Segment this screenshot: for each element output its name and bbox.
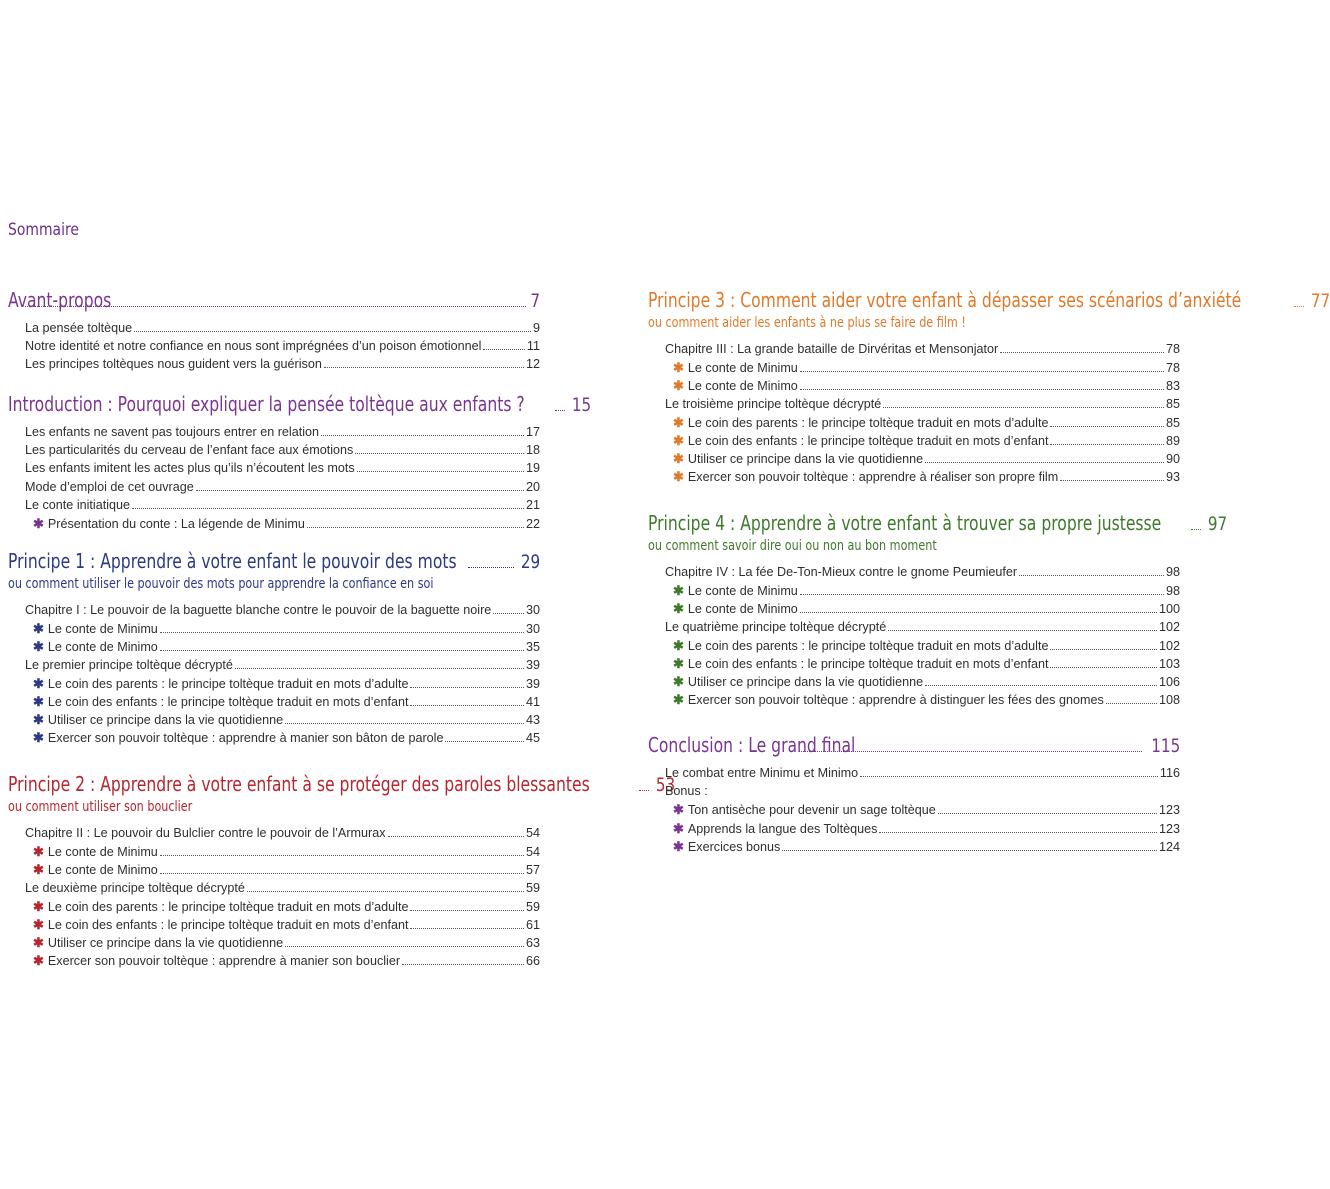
entry-page-number: 17 [525, 425, 540, 439]
dot-leader [1294, 306, 1304, 307]
entry-title: Les principes toltèques nous guident vers la guérison [25, 357, 322, 372]
entry-page-number: 85 [1165, 396, 1180, 411]
dot-leader [860, 776, 1158, 777]
dot-leader [402, 964, 524, 965]
entry-page-number: 19 [525, 461, 540, 476]
entry-page-number: 66 [525, 954, 540, 969]
asterisk-icon: ✱ [33, 953, 44, 969]
dot-leader [285, 946, 524, 947]
entry-list [8, 425, 540, 534]
dot-leader [410, 910, 524, 911]
asterisk-icon: ✱ [673, 692, 684, 708]
entry-page-number: 18 [525, 443, 540, 458]
entry-page-number: 59 [525, 880, 540, 895]
entry-page-number: 61 [525, 917, 540, 932]
toc-section-principe-4 [648, 511, 1228, 711]
dot-leader [1050, 649, 1157, 650]
entry-title: Le conte de Minimu [47, 845, 158, 860]
asterisk-icon: ✱ [673, 802, 684, 818]
toc-entry[interactable] [648, 839, 1180, 857]
dot-leader [160, 650, 524, 651]
toc-entry[interactable] [648, 378, 1180, 396]
entry-title: Le conte de Minimu [47, 622, 158, 637]
entry-list [8, 603, 540, 749]
dot-leader [800, 612, 1157, 613]
entry-page-number: 83 [1165, 379, 1180, 394]
section-subtitle: ou comment savoir dire oui ou non au bon moment [648, 538, 937, 554]
toc-entry[interactable] [648, 601, 1180, 619]
section-page-number: 97 [1207, 513, 1228, 535]
toc-entry[interactable] [648, 692, 1180, 710]
dot-leader [357, 471, 524, 472]
entry-page-number: 98 [1165, 565, 1180, 579]
entry-title: Les particularités du cerveau de l’enfant face aux émotions [25, 443, 354, 458]
toc-entry[interactable] [8, 953, 540, 971]
entry-page-number: 100 [1158, 602, 1180, 617]
section-title: Principe 4 : Apprendre à votre enfant à trouver sa propre justesse [648, 511, 1162, 535]
section-heading[interactable] [8, 772, 675, 796]
entry-page-number: 78 [1165, 361, 1180, 376]
dot-leader [307, 527, 524, 528]
entry-title: Exercer son pouvoir toltèque : apprendre à réaliser son propre film [687, 470, 1059, 485]
dot-leader [938, 813, 1157, 814]
toc-entry[interactable] [648, 656, 1180, 674]
entry-page-number: 43 [525, 713, 540, 728]
dot-leader [160, 873, 524, 874]
toc-entry[interactable] [648, 821, 1180, 839]
entry-page-number: 90 [1165, 452, 1180, 467]
asterisk-icon: ✱ [673, 820, 684, 836]
section-page-number: 15 [572, 394, 592, 416]
toc-entry[interactable] [648, 360, 1180, 378]
entry-title: Utiliser ce principe dans la vie quotidienne [47, 936, 284, 951]
entry-title: Le coin des parents : le principe toltèque traduit en mots d’adulte [47, 676, 409, 691]
section-title: Conclusion : Le grand final [648, 733, 856, 757]
asterisk-icon: ✱ [673, 360, 684, 376]
entry-list [8, 826, 540, 972]
entry-page-number: 98 [1165, 584, 1180, 599]
asterisk-icon: ✱ [33, 898, 44, 914]
dot-leader [925, 685, 1157, 686]
entry-page-number: 123 [1158, 821, 1180, 836]
entry-page-number: 41 [525, 694, 540, 709]
dot-leader [132, 508, 524, 509]
entry-page-number: 54 [525, 826, 540, 840]
section-heading[interactable] [8, 288, 540, 312]
dot-leader [410, 705, 524, 706]
entry-title: Utiliser ce principe dans la vie quotidienne [687, 452, 924, 467]
entry-page-number: 39 [525, 676, 540, 691]
toc-entry[interactable] [8, 425, 540, 443]
entry-page-number: 89 [1165, 433, 1180, 448]
toc-entry[interactable] [648, 620, 1180, 638]
dot-leader [355, 453, 524, 454]
entry-page-number: 116 [1159, 766, 1180, 780]
toc-entry[interactable] [8, 498, 540, 516]
toc-entry[interactable] [648, 451, 1180, 469]
entry-title: Le coin des enfants : le principe toltèque traduit en mots d’enfant [47, 917, 409, 932]
entry-title: Le coin des enfants : le principe toltèque traduit en mots d’enfant [687, 656, 1049, 671]
entry-page-number: 85 [1165, 415, 1180, 430]
page-title: Sommaire [8, 220, 79, 240]
entry-title: Exercices bonus [687, 839, 781, 854]
toc-section-introduction [8, 392, 592, 534]
asterisk-icon: ✱ [673, 378, 684, 394]
toc-entry[interactable] [8, 862, 540, 880]
toc-entry[interactable] [8, 357, 540, 375]
entry-page-number: 54 [525, 845, 540, 860]
section-title: Avant-propos [8, 288, 112, 312]
entry-title: Exercer son pouvoir toltèque : apprendre à distinguer les fées des gnomes [687, 693, 1104, 708]
entry-page-number: 108 [1158, 693, 1180, 708]
dot-leader [883, 407, 1164, 408]
dot-leader [445, 741, 524, 742]
toc-entry[interactable] [648, 766, 1180, 784]
toc-section-principe-3 [648, 288, 1330, 488]
dot-leader [1050, 426, 1164, 427]
dot-leader [235, 668, 524, 669]
entry-page-number: 59 [525, 899, 540, 914]
entry-page-number: 93 [1165, 470, 1180, 485]
toc-entry[interactable] [8, 730, 540, 748]
entry-title: Le quatrième principe toltèque décrypté [665, 619, 887, 634]
dot-leader [555, 410, 565, 411]
toc-entry[interactable] [648, 342, 1180, 360]
entry-page-number: 12 [525, 357, 540, 372]
entry-title: Les enfants imitent les actes plus qu’ils n’écoutent les mots [25, 461, 355, 476]
asterisk-icon: ✱ [33, 935, 44, 951]
dot-leader [410, 928, 524, 929]
entry-page-number: 102 [1158, 638, 1180, 653]
asterisk-icon: ✱ [33, 693, 44, 709]
toc-section-avant-propos [8, 288, 540, 376]
asterisk-icon: ✱ [33, 862, 44, 878]
dot-leader [160, 855, 524, 856]
section-page-number: 53 [655, 774, 675, 796]
entry-title: Apprends la langue des Toltèques [687, 821, 878, 836]
dot-leader [134, 331, 531, 332]
asterisk-icon: ✱ [673, 469, 684, 485]
toc-entry[interactable] [8, 694, 540, 712]
toc-entry[interactable] [648, 397, 1180, 415]
section-heading[interactable] [8, 392, 592, 416]
entry-page-number: 123 [1158, 803, 1180, 818]
entry-title: Le conte de Minimo [687, 379, 798, 394]
asterisk-icon: ✱ [33, 730, 44, 746]
toc-section-principe-1 [8, 549, 540, 749]
toc-entry[interactable] [8, 480, 540, 498]
entry-title: Utiliser ce principe dans la vie quotidienne [687, 675, 924, 690]
dot-leader [388, 836, 524, 837]
entry-list [648, 342, 1180, 488]
entry-page-number: 102 [1158, 619, 1180, 634]
entry-title: Le coin des enfants : le principe toltèque traduit en mots d’enfant [687, 433, 1049, 448]
section-heading[interactable] [8, 549, 540, 573]
entry-page-number: 30 [525, 603, 540, 617]
asterisk-icon: ✱ [33, 844, 44, 860]
entry-title: Chapitre II : Le pouvoir du Bulclier contre le pouvoir de l’Armurax [25, 826, 386, 840]
entry-title: Chapitre I : Le pouvoir de la baguette blanche contre le pouvoir de la baguette noire [25, 603, 492, 617]
section-subtitle: ou comment aider les enfants à ne plus se faire de film ! [648, 315, 966, 331]
entry-list [648, 766, 1180, 857]
dot-leader [1191, 529, 1201, 530]
toc-section-principe-2 [8, 772, 675, 972]
entry-title: Le deuxième principe toltèque décrypté [25, 880, 245, 895]
entry-page-number: 35 [525, 640, 540, 655]
entry-page-number: 9 [532, 321, 540, 335]
toc-entry[interactable] [8, 658, 540, 676]
toc-entry[interactable] [8, 844, 540, 862]
section-subtitle: ou comment utiliser le pouvoir des mots pour apprendre la confiance en soi [8, 576, 434, 592]
toc-entry[interactable] [8, 826, 540, 844]
toc-entry[interactable] [648, 674, 1180, 692]
toc-entry[interactable] [648, 469, 1180, 487]
toc-entry[interactable] [8, 339, 540, 357]
dot-leader [888, 630, 1157, 631]
section-subtitle: ou comment utiliser son bouclier [8, 799, 193, 815]
toc-entry[interactable] [8, 443, 540, 461]
entry-title: Utiliser ce principe dans la vie quotidienne [47, 713, 284, 728]
entry-title: Les enfants ne savent pas toujours entrer en relation [25, 425, 320, 439]
entry-page-number: 39 [525, 657, 540, 672]
entry-page-number: 22 [525, 516, 540, 531]
dot-leader [1050, 444, 1164, 445]
dot-leader [1019, 575, 1164, 576]
toc-entry[interactable] [8, 321, 540, 339]
toc-entry[interactable] [648, 802, 1180, 820]
entry-title: Le combat entre Minimu et Minimo [665, 766, 859, 780]
asterisk-icon: ✱ [673, 655, 684, 671]
dot-leader [468, 567, 514, 568]
dot-leader [247, 891, 524, 892]
entry-page-number: 11 [526, 339, 540, 354]
entry-list [648, 565, 1180, 711]
dot-leader [1000, 352, 1164, 353]
entry-title: Ton antisèche pour devenir un sage toltèque [687, 803, 936, 818]
section-heading[interactable] [648, 733, 1180, 757]
entry-page-number: 124 [1158, 839, 1180, 854]
asterisk-icon: ✱ [673, 451, 684, 467]
toc-entry[interactable] [8, 516, 540, 534]
entry-title: Le coin des parents : le principe toltèque traduit en mots d’adulte [47, 899, 409, 914]
entry-list [8, 321, 540, 376]
toc-entry[interactable] [648, 583, 1180, 601]
dot-leader [483, 349, 524, 350]
section-page-number: 29 [520, 551, 540, 573]
section-heading[interactable] [648, 288, 1330, 312]
entry-title: Le conte de Minimo [687, 602, 798, 617]
dot-leader [879, 832, 1157, 833]
section-page-number: 115 [1150, 735, 1180, 757]
entry-page-number: 78 [1165, 342, 1180, 356]
toc-section-conclusion [648, 733, 1180, 857]
entry-page-number: 21 [525, 497, 540, 512]
asterisk-icon: ✱ [33, 916, 44, 932]
entry-title: Bonus : [665, 784, 708, 799]
entry-title: Le conte de Minimo [47, 640, 158, 655]
entry-title: Notre identité et notre confiance en nous sont imprégnées d’un poison émotionnel [25, 339, 482, 354]
dot-leader [1060, 480, 1164, 481]
dot-leader [196, 490, 524, 491]
toc-entry[interactable] [8, 899, 540, 917]
asterisk-icon: ✱ [33, 675, 44, 691]
toc-entry[interactable] [648, 784, 1180, 802]
toc-entry[interactable] [8, 881, 540, 899]
asterisk-icon: ✱ [673, 432, 684, 448]
entry-title: Le conte de Minimo [47, 863, 158, 878]
asterisk-icon: ✱ [673, 838, 684, 854]
entry-title: Le coin des parents : le principe toltèque traduit en mots d’adulte [687, 415, 1049, 430]
section-heading[interactable] [648, 511, 1228, 535]
dot-leader [285, 723, 524, 724]
dot-leader [925, 462, 1164, 463]
toc-entry[interactable] [8, 676, 540, 694]
toc-entry[interactable] [8, 461, 540, 479]
toc-entry[interactable] [648, 565, 1180, 583]
toc-entry[interactable] [648, 638, 1180, 656]
entry-page-number: 106 [1158, 675, 1180, 690]
toc-entry[interactable] [8, 639, 540, 657]
entry-page-number: 45 [525, 731, 540, 746]
entry-title: Le coin des parents : le principe toltèque traduit en mots d’adulte [687, 638, 1049, 653]
asterisk-icon: ✱ [33, 515, 44, 531]
toc-entry[interactable] [8, 603, 540, 621]
dot-leader [1050, 667, 1157, 668]
entry-title: Le conte de Minimu [687, 584, 798, 599]
entry-title: Exercer son pouvoir toltèque : apprendre à manier son bâton de parole [47, 731, 444, 746]
dot-leader [800, 389, 1164, 390]
asterisk-icon: ✱ [33, 639, 44, 655]
entry-page-number: 103 [1158, 656, 1180, 671]
entry-title: La pensée toltèque [25, 321, 133, 335]
entry-title: Présentation du conte : La légende de Minimu [47, 516, 305, 531]
asterisk-icon: ✱ [673, 601, 684, 617]
entry-title: Le coin des enfants : le principe toltèque traduit en mots d’enfant [47, 694, 409, 709]
section-page-number: 77 [1310, 290, 1330, 312]
entry-title: Le premier principe toltèque décrypté [25, 657, 233, 672]
section-title: Introduction : Pourquoi expliquer la pensée toltèque aux enfants ? [8, 392, 525, 416]
entry-page-number: 30 [525, 622, 540, 637]
asterisk-icon: ✱ [673, 637, 684, 653]
dot-leader [1106, 703, 1157, 704]
dot-leader [410, 687, 524, 688]
dot-leader [800, 371, 1164, 372]
toc-entry[interactable] [8, 917, 540, 935]
dot-leader [321, 435, 524, 436]
toc-entry[interactable] [648, 433, 1180, 451]
toc-entry[interactable] [8, 712, 540, 730]
section-title: Principe 3 : Comment aider votre enfant à dépasser ses scénarios d’anxiété [648, 288, 1242, 312]
dot-leader [493, 613, 524, 614]
dot-leader [782, 850, 1157, 851]
dot-leader [160, 632, 524, 633]
dot-leader [324, 367, 524, 368]
asterisk-icon: ✱ [33, 712, 44, 728]
section-page-number: 7 [530, 290, 540, 312]
asterisk-icon: ✱ [673, 583, 684, 599]
toc-entry[interactable] [8, 935, 540, 953]
toc-entry[interactable] [648, 415, 1180, 433]
entry-title: Le conte de Minimu [687, 361, 798, 376]
entry-title: Chapitre IV : La fée De-Ton-Mieux contre le gnome Peumieufer [665, 565, 1018, 579]
entry-page-number: 20 [525, 479, 540, 494]
section-title: Principe 2 : Apprendre à votre enfant à se protéger des paroles blessantes [8, 772, 590, 796]
entry-title: Exercer son pouvoir toltèque : apprendre à manier son bouclier [47, 954, 401, 969]
asterisk-icon: ✱ [673, 674, 684, 690]
toc-entry[interactable] [8, 621, 540, 639]
dot-leader [800, 594, 1164, 595]
entry-title: Le conte initiatique [25, 497, 131, 512]
entry-title: Mode d’emploi de cet ouvrage [25, 479, 194, 494]
entry-title: Chapitre III : La grande bataille de Dirvéritas et Mensonjator [665, 342, 999, 356]
asterisk-icon: ✱ [33, 621, 44, 637]
entry-title: Le troisième principe toltèque décrypté [665, 396, 882, 411]
section-title: Principe 1 : Apprendre à votre enfant le pouvoir des mots [8, 549, 457, 573]
entry-page-number: 57 [525, 863, 540, 878]
asterisk-icon: ✱ [673, 414, 684, 430]
entry-page-number: 63 [525, 936, 540, 951]
